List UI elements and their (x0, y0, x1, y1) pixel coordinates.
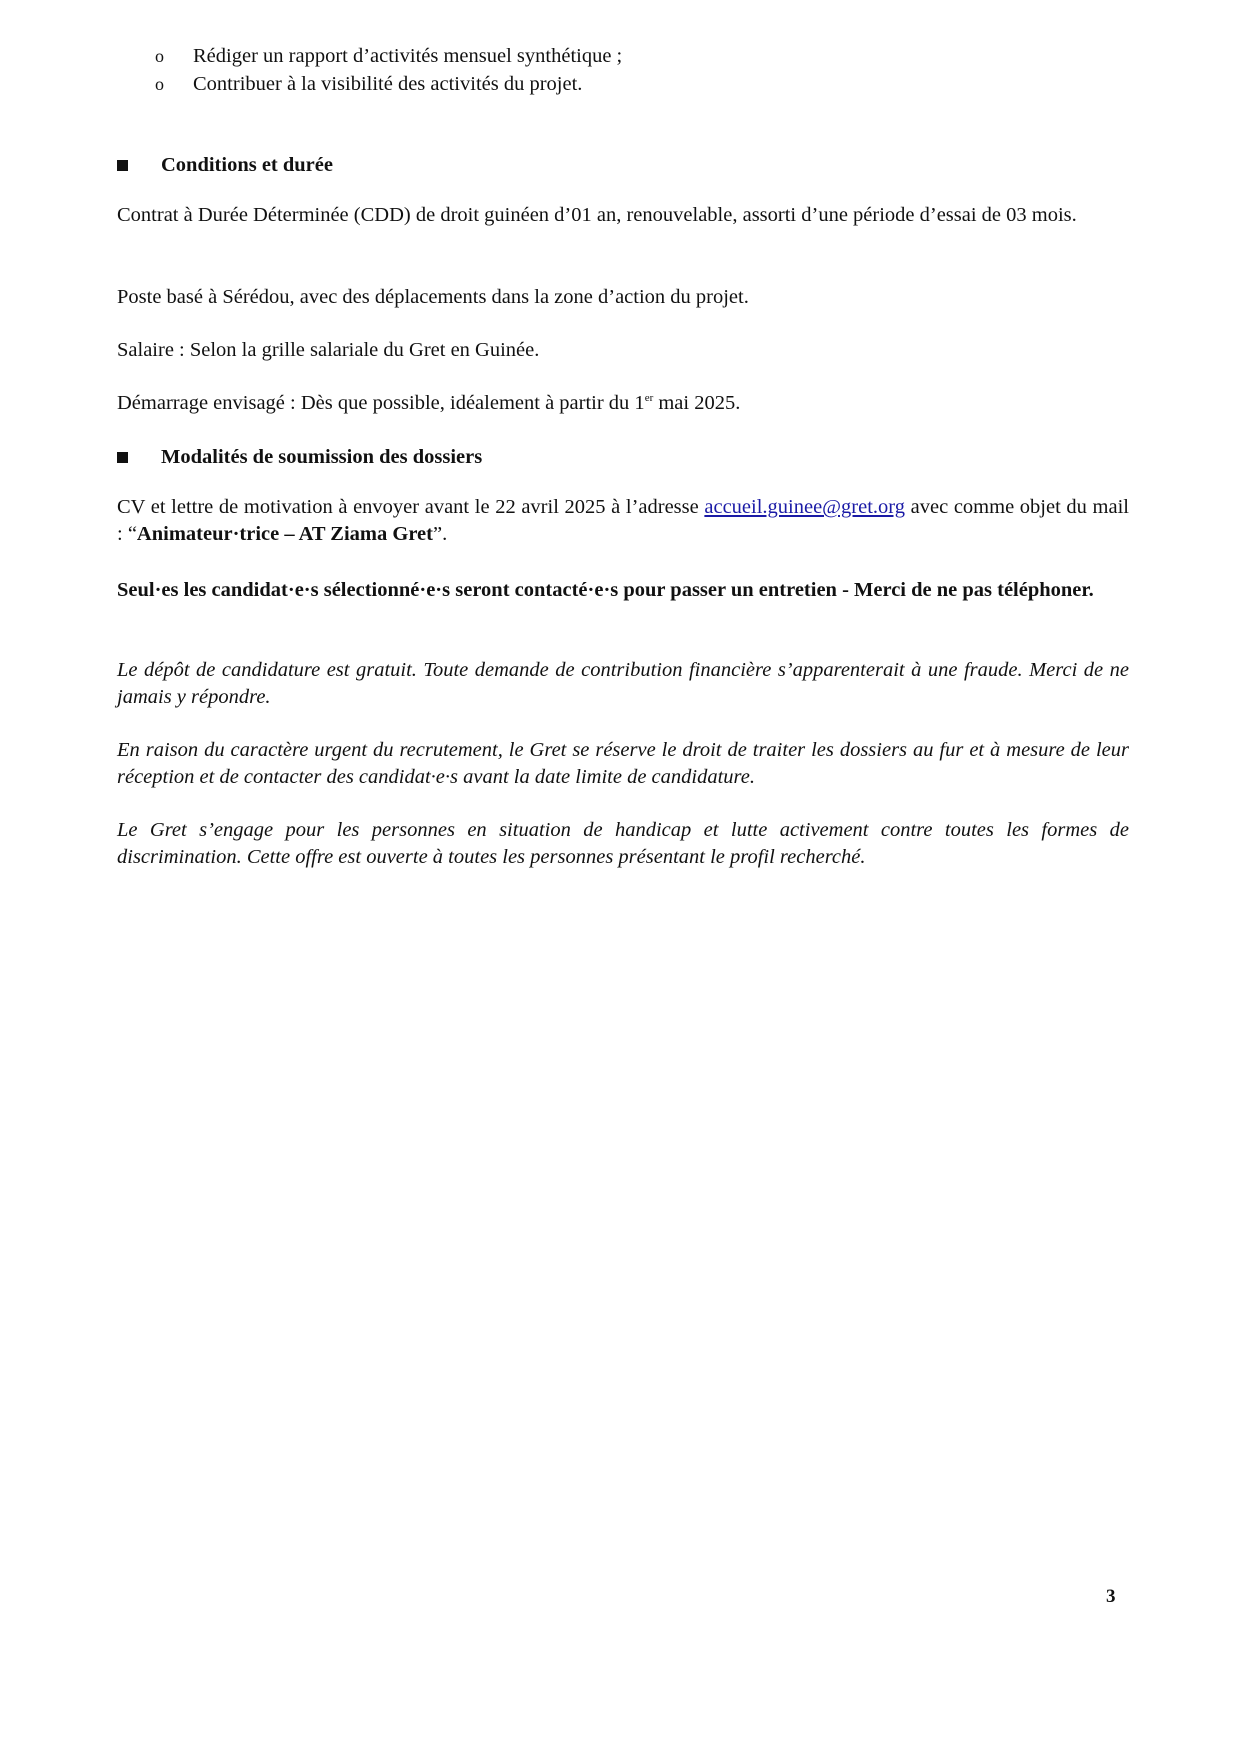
contact-notice: Seul·es les candidat·e·s sélectionné·e·s seront contacté·e·s pour passer un entretien - Merci de ne pas téléphoner. (117, 579, 1094, 601)
submission-text-middle: avec comme objet du mail : “ (117, 496, 1129, 545)
contract-paragraph: Contrat à Durée Déterminée (CDD) de droit guinéen d’01 an, renouvelable, assorti d’une période d’essai de 03 mois. (117, 204, 1077, 226)
section-heading-submission (117, 443, 482, 471)
list-item-text: Rédiger un rapport d’activités mensuel synthétique ; (193, 45, 623, 67)
task-bullet-list (155, 42, 622, 98)
location-paragraph: Poste basé à Sérédou, avec des déplacements dans la zone d’action du projet. (117, 286, 749, 308)
start-date-text: Démarrage envisagé : Dès que possible, idéalement à partir du 1 (117, 392, 645, 414)
list-item (155, 42, 622, 70)
circle-bullet-icon: o (155, 46, 164, 66)
square-bullet-icon (117, 160, 128, 171)
ordinal-superscript: er (644, 392, 654, 405)
square-bullet-icon (117, 452, 128, 463)
section-title: Conditions et durée (161, 153, 333, 176)
submission-text-end: ”. (432, 523, 448, 545)
submission-text: CV et lettre de motivation à envoyer avant le 22 avril 2025 à l’adresse (117, 496, 705, 518)
urgency-notice: En raison du caractère urgent du recrutement, le Gret se réserve le droit de traiter les dossiers au fur et à mesure de leur réception et de contacter des candidat·e·s avant la date limite de candidature. (117, 739, 1129, 788)
list-item-text: Contribuer à la visibilité des activités du projet. (193, 73, 583, 95)
submission-paragraph (117, 494, 1129, 548)
inclusion-notice: Le Gret s’engage pour les personnes en situation de handicap et lutte activement contre toutes les formes de discrimination. Cette offre est ouverte à toutes les personnes présentant le profil recherché. (117, 819, 1129, 868)
section-heading-conditions (117, 151, 333, 179)
circle-bullet-icon: o (155, 74, 164, 94)
start-date-suffix: mai 2025. (653, 392, 741, 414)
page-number: 3 (1106, 1586, 1116, 1607)
salary-paragraph: Salaire : Selon la grille salariale du Gret en Guinée. (117, 339, 540, 361)
free-application-notice: Le dépôt de candidature est gratuit. Toute demande de contribution financière s’apparenterait à une fraude. Merci de ne jamais y répondre. (117, 659, 1129, 708)
email-link[interactable]: accueil.guinee@gret.org (704, 496, 906, 518)
section-title: Modalités de soumission des dossiers (161, 445, 483, 468)
list-item (155, 70, 622, 98)
email-subject: Animateur·trice – AT Ziama Gret (136, 523, 433, 545)
start-date-paragraph (117, 390, 1129, 417)
